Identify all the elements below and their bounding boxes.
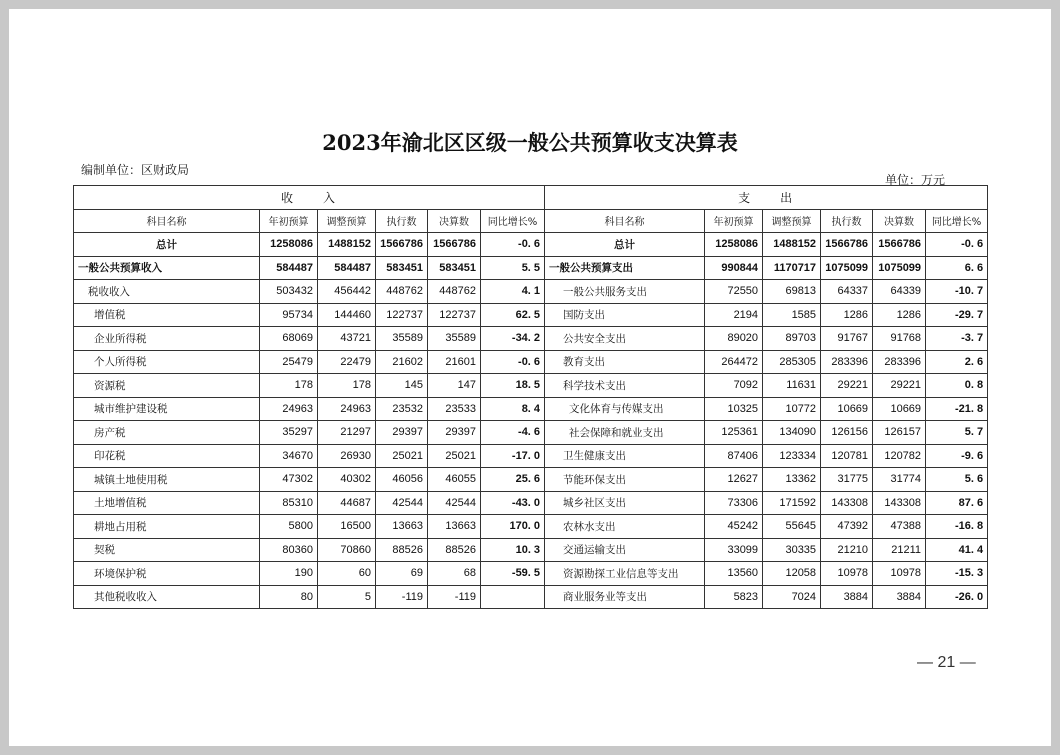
income-amount: 26930 — [318, 444, 376, 468]
expense-amount: 171592 — [763, 491, 821, 515]
table-row — [74, 233, 988, 257]
expense-item-name: 公共安全支出 — [545, 327, 705, 351]
income-amount: 583451 — [376, 256, 428, 280]
expense-amount: 69813 — [763, 280, 821, 304]
income-amount: 46056 — [376, 468, 428, 492]
income-amount: 21601 — [428, 350, 481, 374]
expense-growth-rate: -0. 6 — [926, 233, 988, 257]
income-amount: 178 — [260, 374, 318, 398]
income-growth-rate: 5. 5 — [481, 256, 545, 280]
expense-item-name: 交通运输支出 — [545, 538, 705, 562]
income-amount: 80360 — [260, 538, 318, 562]
expense-amount: 1170717 — [763, 256, 821, 280]
income-item-name: 个人所得税 — [74, 350, 260, 374]
expense-amount: 33099 — [705, 538, 763, 562]
table-row — [74, 374, 988, 398]
expense-item-name: 商业服务业等支出 — [545, 585, 705, 609]
expense-amount: 143308 — [873, 491, 926, 515]
expense-amount: 1566786 — [821, 233, 873, 257]
table-row — [74, 397, 988, 421]
expense-amount: 12627 — [705, 468, 763, 492]
expense-amount: 1286 — [821, 303, 873, 327]
expense-item-name: 科学技术支出 — [545, 374, 705, 398]
income-column-header: 科目名称 — [74, 209, 260, 233]
income-item-name: 税收收入 — [74, 280, 260, 304]
income-item-name: 房产税 — [74, 421, 260, 445]
expense-amount: 7092 — [705, 374, 763, 398]
expense-amount: 10772 — [763, 397, 821, 421]
income-amount: 85310 — [260, 491, 318, 515]
expense-amount: 1585 — [763, 303, 821, 327]
expense-amount: 11631 — [763, 374, 821, 398]
table-row — [74, 327, 988, 351]
income-amount: 16500 — [318, 515, 376, 539]
expense-amount: 87406 — [705, 444, 763, 468]
expense-amount: 31774 — [873, 468, 926, 492]
table-row — [74, 350, 988, 374]
expense-amount: 10669 — [821, 397, 873, 421]
income-growth-rate: -59. 5 — [481, 562, 545, 586]
expense-amount: 30335 — [763, 538, 821, 562]
expense-amount: 64337 — [821, 280, 873, 304]
income-item-name: 一般公共预算收入 — [74, 256, 260, 280]
income-growth-rate — [481, 585, 545, 609]
expense-amount: 89020 — [705, 327, 763, 351]
income-amount: 34670 — [260, 444, 318, 468]
expense-amount: 91768 — [873, 327, 926, 351]
expense-amount: 55645 — [763, 515, 821, 539]
expense-amount: 31775 — [821, 468, 873, 492]
table-row — [74, 468, 988, 492]
expense-amount: 143308 — [821, 491, 873, 515]
income-item-name: 增值税 — [74, 303, 260, 327]
expense-amount: 47388 — [873, 515, 926, 539]
income-amount: 190 — [260, 562, 318, 586]
income-item-name: 城市维护建设税 — [74, 397, 260, 421]
table-row — [74, 444, 988, 468]
compiling-unit: 编制单位：区财政局 — [81, 163, 190, 177]
income-column-header: 执行数 — [376, 209, 428, 233]
expense-amount: 10669 — [873, 397, 926, 421]
table-row — [74, 538, 988, 562]
income-column-header: 年初预算 — [260, 209, 318, 233]
expense-amount: 1075099 — [873, 256, 926, 280]
expense-amount: 990844 — [705, 256, 763, 280]
income-growth-rate: -17. 0 — [481, 444, 545, 468]
expense-growth-rate: 2. 6 — [926, 350, 988, 374]
expense-amount: 3884 — [821, 585, 873, 609]
expense-amount: 126156 — [821, 421, 873, 445]
expense-item-name: 一般公共服务支出 — [545, 280, 705, 304]
expense-column-header: 执行数 — [821, 209, 873, 233]
expense-amount: 1488152 — [763, 233, 821, 257]
expense-amount: 29221 — [821, 374, 873, 398]
expense-amount: 2194 — [705, 303, 763, 327]
document-page — [9, 9, 1051, 746]
expense-column-header: 调整预算 — [763, 209, 821, 233]
income-item-name: 耕地占用税 — [74, 515, 260, 539]
income-amount: 21602 — [376, 350, 428, 374]
table-row — [74, 256, 988, 280]
expense-amount: 1566786 — [873, 233, 926, 257]
income-amount: 46055 — [428, 468, 481, 492]
income-amount: 122737 — [428, 303, 481, 327]
expense-amount: 283396 — [873, 350, 926, 374]
expense-item-name: 城乡社区支出 — [545, 491, 705, 515]
expense-amount: 21211 — [873, 538, 926, 562]
income-growth-rate: -0. 6 — [481, 233, 545, 257]
income-amount: 5 — [318, 585, 376, 609]
table-row — [74, 421, 988, 445]
expense-item-name: 社会保障和就业支出 — [545, 421, 705, 445]
income-amount: 584487 — [260, 256, 318, 280]
expense-growth-rate: 0. 8 — [926, 374, 988, 398]
expense-amount: 5823 — [705, 585, 763, 609]
expense-amount: 13560 — [705, 562, 763, 586]
expense-amount: 13362 — [763, 468, 821, 492]
expense-growth-rate: 6. 6 — [926, 256, 988, 280]
income-amount: 448762 — [428, 280, 481, 304]
expense-growth-rate: -29. 7 — [926, 303, 988, 327]
income-amount: 23533 — [428, 397, 481, 421]
income-amount: -119 — [428, 585, 481, 609]
income-amount: 144460 — [318, 303, 376, 327]
income-amount: 21297 — [318, 421, 376, 445]
expense-item-name: 教育支出 — [545, 350, 705, 374]
income-amount: 88526 — [376, 538, 428, 562]
income-amount: 1566786 — [428, 233, 481, 257]
expense-amount: 89703 — [763, 327, 821, 351]
income-growth-rate: -0. 6 — [481, 350, 545, 374]
income-amount: 68069 — [260, 327, 318, 351]
expense-growth-rate: -10. 7 — [926, 280, 988, 304]
income-amount: 95734 — [260, 303, 318, 327]
income-amount: 35297 — [260, 421, 318, 445]
expense-column-header: 科目名称 — [545, 209, 705, 233]
table-row — [74, 280, 988, 304]
income-amount: 29397 — [376, 421, 428, 445]
budget-table — [73, 185, 988, 609]
income-amount: 47302 — [260, 468, 318, 492]
expense-amount: 73306 — [705, 491, 763, 515]
income-item-name: 城镇土地使用税 — [74, 468, 260, 492]
income-growth-rate: 8. 4 — [481, 397, 545, 421]
income-amount: 23532 — [376, 397, 428, 421]
income-growth-rate: 170. 0 — [481, 515, 545, 539]
income-amount: 1258086 — [260, 233, 318, 257]
table-row — [74, 585, 988, 609]
expense-item-name: 农林水支出 — [545, 515, 705, 539]
expense-growth-rate: 5. 7 — [926, 421, 988, 445]
income-amount: 24963 — [260, 397, 318, 421]
income-item-name: 企业所得税 — [74, 327, 260, 351]
page-number: — 21 — — [917, 654, 976, 671]
income-column-header: 决算数 — [428, 209, 481, 233]
expense-column-header: 年初预算 — [705, 209, 763, 233]
income-growth-rate: 18. 5 — [481, 374, 545, 398]
income-section-header: 收 入 — [74, 186, 545, 210]
expense-amount: 1258086 — [705, 233, 763, 257]
expense-growth-rate: -15. 3 — [926, 562, 988, 586]
expense-item-name: 总计 — [545, 233, 705, 257]
income-item-name: 其他税收收入 — [74, 585, 260, 609]
expense-item-name: 一般公共预算支出 — [545, 256, 705, 280]
income-growth-rate: 4. 1 — [481, 280, 545, 304]
expense-amount: 64339 — [873, 280, 926, 304]
income-growth-rate: -34. 2 — [481, 327, 545, 351]
income-amount: 40302 — [318, 468, 376, 492]
income-growth-rate: 62. 5 — [481, 303, 545, 327]
income-item-name: 印花税 — [74, 444, 260, 468]
income-amount: -119 — [376, 585, 428, 609]
expense-growth-rate: 5. 6 — [926, 468, 988, 492]
page-title: 2023年渝北区区级一般公共预算收支决算表 — [322, 130, 738, 155]
expense-amount: 123334 — [763, 444, 821, 468]
income-amount: 448762 — [376, 280, 428, 304]
expense-amount: 91767 — [821, 327, 873, 351]
expense-amount: 29221 — [873, 374, 926, 398]
income-amount: 22479 — [318, 350, 376, 374]
expense-item-name: 卫生健康支出 — [545, 444, 705, 468]
expense-amount: 21210 — [821, 538, 873, 562]
income-amount: 24963 — [318, 397, 376, 421]
expense-amount: 12058 — [763, 562, 821, 586]
income-amount: 25479 — [260, 350, 318, 374]
income-amount: 147 — [428, 374, 481, 398]
expense-amount: 10325 — [705, 397, 763, 421]
income-amount: 1488152 — [318, 233, 376, 257]
income-amount: 42544 — [376, 491, 428, 515]
expense-growth-rate: -21. 8 — [926, 397, 988, 421]
income-growth-rate: 10. 3 — [481, 538, 545, 562]
expense-amount: 120782 — [873, 444, 926, 468]
income-amount: 1566786 — [376, 233, 428, 257]
income-item-name: 环境保护税 — [74, 562, 260, 586]
expense-item-name: 节能环保支出 — [545, 468, 705, 492]
expense-amount: 72550 — [705, 280, 763, 304]
income-item-name: 契税 — [74, 538, 260, 562]
income-amount: 44687 — [318, 491, 376, 515]
income-amount: 80 — [260, 585, 318, 609]
income-amount: 25021 — [428, 444, 481, 468]
expense-amount: 120781 — [821, 444, 873, 468]
expense-amount: 285305 — [763, 350, 821, 374]
expense-amount: 134090 — [763, 421, 821, 445]
income-growth-rate: -4. 6 — [481, 421, 545, 445]
expense-growth-rate: -3. 7 — [926, 327, 988, 351]
income-amount: 68 — [428, 562, 481, 586]
income-column-header: 同比增长% — [481, 209, 545, 233]
income-growth-rate: 25. 6 — [481, 468, 545, 492]
expense-amount: 45242 — [705, 515, 763, 539]
income-column-header: 调整预算 — [318, 209, 376, 233]
income-amount: 13663 — [428, 515, 481, 539]
income-amount: 35589 — [376, 327, 428, 351]
expense-amount: 7024 — [763, 585, 821, 609]
expense-item-name: 文化体育与传媒支出 — [545, 397, 705, 421]
expense-amount: 126157 — [873, 421, 926, 445]
income-amount: 5800 — [260, 515, 318, 539]
income-amount: 25021 — [376, 444, 428, 468]
expense-growth-rate: -26. 0 — [926, 585, 988, 609]
expense-amount: 1075099 — [821, 256, 873, 280]
income-amount: 13663 — [376, 515, 428, 539]
table-row — [74, 303, 988, 327]
income-amount: 43721 — [318, 327, 376, 351]
income-amount: 122737 — [376, 303, 428, 327]
expense-amount: 10978 — [873, 562, 926, 586]
income-amount: 456442 — [318, 280, 376, 304]
expense-amount: 1286 — [873, 303, 926, 327]
expense-item-name: 国防支出 — [545, 303, 705, 327]
expense-column-header: 决算数 — [873, 209, 926, 233]
expense-growth-rate: -9. 6 — [926, 444, 988, 468]
income-amount: 145 — [376, 374, 428, 398]
income-amount: 60 — [318, 562, 376, 586]
income-amount: 29397 — [428, 421, 481, 445]
income-item-name: 总计 — [74, 233, 260, 257]
income-amount: 35589 — [428, 327, 481, 351]
income-amount: 88526 — [428, 538, 481, 562]
expense-amount: 3884 — [873, 585, 926, 609]
income-amount: 178 — [318, 374, 376, 398]
income-amount: 70860 — [318, 538, 376, 562]
income-amount: 69 — [376, 562, 428, 586]
income-growth-rate: -43. 0 — [481, 491, 545, 515]
expense-amount: 125361 — [705, 421, 763, 445]
income-amount: 583451 — [428, 256, 481, 280]
unit-label: 单位：万元 — [885, 173, 946, 187]
expense-amount: 283396 — [821, 350, 873, 374]
income-amount: 584487 — [318, 256, 376, 280]
expense-amount: 264472 — [705, 350, 763, 374]
expense-amount: 47392 — [821, 515, 873, 539]
expense-item-name: 资源勘探工业信息等支出 — [545, 562, 705, 586]
income-item-name: 土地增值税 — [74, 491, 260, 515]
table-row — [74, 515, 988, 539]
table-row — [74, 562, 988, 586]
expense-column-header: 同比增长% — [926, 209, 988, 233]
expense-growth-rate: -16. 8 — [926, 515, 988, 539]
income-amount: 503432 — [260, 280, 318, 304]
income-item-name: 资源税 — [74, 374, 260, 398]
income-amount: 42544 — [428, 491, 481, 515]
table-row — [74, 491, 988, 515]
expense-growth-rate: 87. 6 — [926, 491, 988, 515]
expense-section-header: 支 出 — [545, 186, 988, 210]
column-header-row — [74, 209, 988, 233]
expense-growth-rate: 41. 4 — [926, 538, 988, 562]
expense-amount: 10978 — [821, 562, 873, 586]
